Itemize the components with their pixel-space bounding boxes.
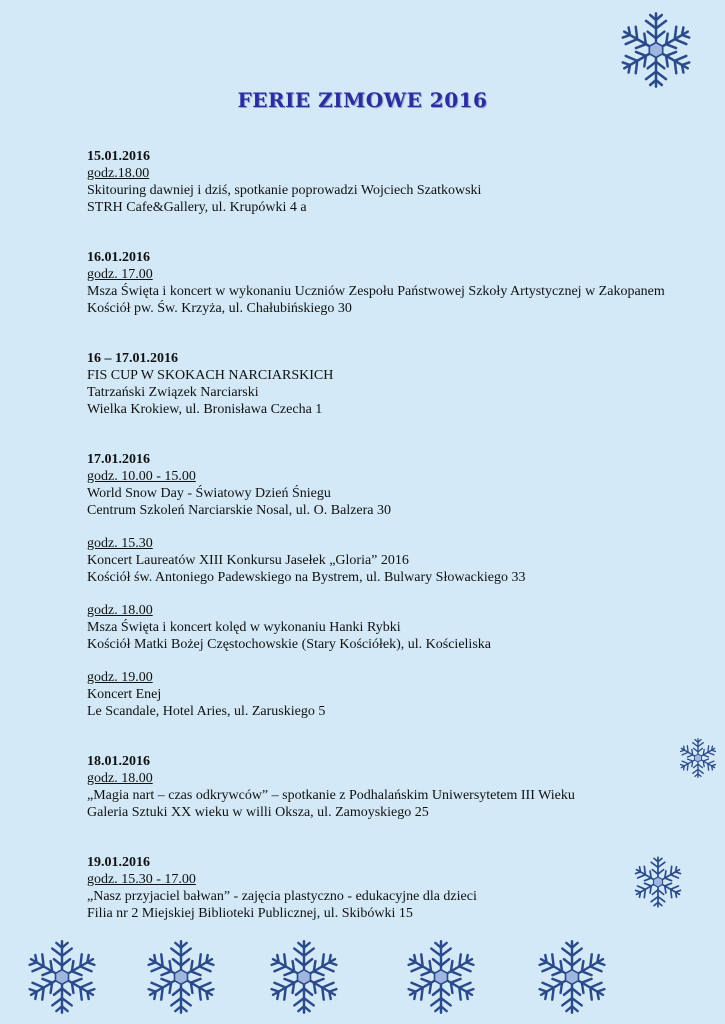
event-entry: [87, 451, 687, 720]
event-session: [87, 602, 687, 653]
event-time: godz. 15.30 - 17.00: [87, 872, 196, 887]
event-time: godz. 17.00: [87, 267, 153, 282]
event-description: Koncert Enej: [87, 687, 162, 702]
event-date: 16 – 17.01.2016: [87, 351, 178, 366]
event-date: 19.01.2016: [87, 855, 150, 870]
event-entry: [87, 753, 687, 821]
event-time: godz. 18.00: [87, 771, 153, 786]
event-description: Msza Święta i koncert kolęd w wykonaniu Hanki Rybki: [87, 620, 401, 635]
event-session: [87, 367, 687, 418]
event-time: godz. 19.00: [87, 670, 153, 685]
event-date: 17.01.2016: [87, 452, 150, 467]
event-location: Kościół Matki Bożej Częstochowskie (Stary Kościółek), ul. Kościeliska: [87, 637, 491, 652]
event-location: Centrum Szkoleń Narciarskie Nosal, ul. O. Balzera 30: [87, 503, 392, 518]
snowflake-icon: [612, 10, 700, 90]
event-session: [87, 468, 687, 519]
event-session: [87, 669, 687, 720]
event-date: 16.01.2016: [87, 250, 150, 265]
event-description: World Snow Day - Światowy Dzień Śniegu: [87, 486, 331, 501]
event-time: godz.18.00: [87, 166, 150, 181]
event-session: [87, 770, 687, 821]
event-organizer: Tatrzański Związek Narciarski: [87, 385, 259, 400]
event-description: Skitouring dawniej i dziś, spotkanie poprowadzi Wojciech Szatkowski: [87, 183, 482, 198]
event-location: Kościół św. Antoniego Padewskiego na Bystrem, ul. Bulwary Słowackiego 33: [87, 570, 526, 585]
event-location: Filia nr 2 Miejskiej Biblioteki Publicznej, ul. Skibówki 15: [87, 906, 413, 921]
event-entry: [87, 148, 687, 216]
event-date: 18.01.2016: [87, 754, 150, 769]
event-description: Koncert Laureatów XIII Konkursu Jasełek „Gloria” 2016: [87, 553, 409, 568]
event-date: 15.01.2016: [87, 149, 150, 164]
event-entry: [87, 350, 687, 418]
event-description: „Magia nart – czas odkrywców” – spotkanie z Podhalańskim Uniwersytetem III Wieku: [87, 788, 575, 803]
event-time: godz. 10.00 - 15.00: [87, 469, 196, 484]
event-session: [87, 535, 687, 586]
event-entry: [87, 249, 687, 317]
event-entry: [87, 854, 687, 922]
event-session: [87, 266, 687, 317]
event-description: „Nasz przyjaciel bałwan” - zajęcia plastyczno - edukacyjne dla dzieci: [87, 889, 477, 904]
event-location: Kościół pw. Św. Krzyża, ul. Chałubińskiego 30: [87, 301, 352, 316]
event-session: [87, 871, 687, 922]
event-location: STRH Cafe&Gallery, ul. Krupówki 4 a: [87, 200, 307, 215]
event-session: [87, 165, 687, 216]
event-time: godz. 15.30: [87, 536, 153, 551]
event-location: Galeria Sztuki XX wieku w willi Oksza, ul. Zamoyskiego 25: [87, 805, 429, 820]
event-location: Wielka Krokiew, ul. Bronisława Czecha 1: [87, 402, 323, 417]
event-schedule: [87, 148, 687, 955]
event-time: godz. 18.00: [87, 603, 153, 618]
event-location: Le Scandale, Hotel Aries, ul. Zaruskiego 5: [87, 704, 326, 719]
event-description: Msza Święta i koncert w wykonaniu Uczniów Zespołu Państwowej Szkoły Artystycznej w Zakopanem: [87, 284, 665, 299]
event-description: FIS CUP W SKOKACH NARCIARSKICH: [87, 368, 334, 383]
page-title: FERIE ZIMOWE 2016: [237, 88, 488, 112]
